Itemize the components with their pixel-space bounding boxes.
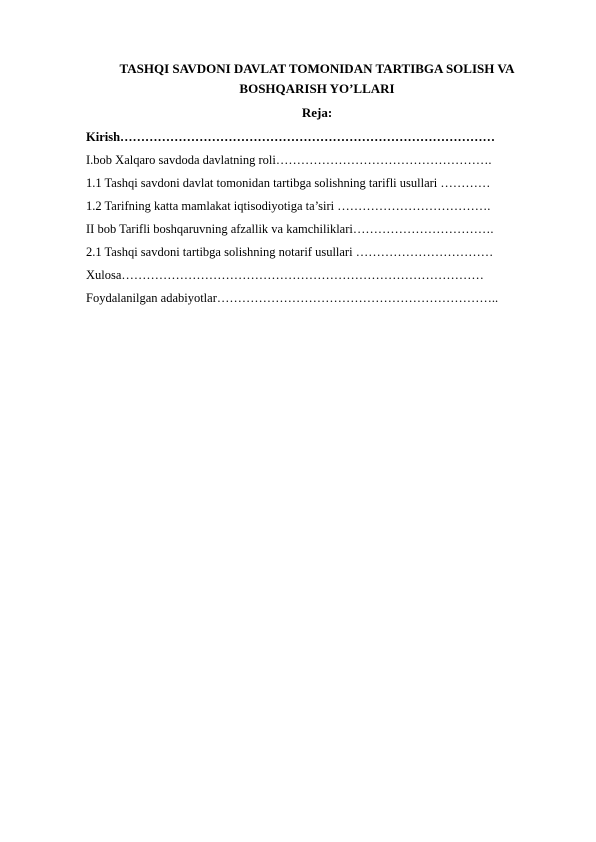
toc-item-section-2-1: 2.1 Tashqi savdoni tartibga solishning notarif usullari …………………………… (86, 245, 494, 259)
plan-heading: Reja: (301, 105, 333, 120)
table-of-contents (86, 128, 548, 312)
toc-item-section-1-2: 1.2 Tarifning katta mamlakat iqtisodiyotiga ta’siri ………………………………. (86, 199, 491, 213)
toc-item-chapter-1: I.bob Xalqaro savdoda davlatning roli……………………………………………. (86, 153, 492, 167)
toc-item-xulosa: Xulosa…………………………………………………………………………… (86, 268, 484, 282)
toc-item-section-1-1: 1.1 Tashqi savdoni davlat tomonidan tartibga solishning tarifli usullari ………… (86, 176, 491, 190)
toc-item-kirish: Kirish……………………………………………………………………………… (86, 130, 496, 144)
toc-item-references: Foydalanilgan adabiyotlar………………………………………………………….. (86, 291, 499, 305)
document-title-line-2: BOSHQARISH YO’LLARI (239, 81, 395, 96)
toc-item-chapter-2: II bob Tarifli boshqaruvning afzallik va kamchiliklari……………………………. (86, 222, 494, 236)
document-title-line-1: TASHQI SAVDONI DAVLAT TOMONIDAN TARTIBGA SOLISH VA (119, 61, 515, 76)
